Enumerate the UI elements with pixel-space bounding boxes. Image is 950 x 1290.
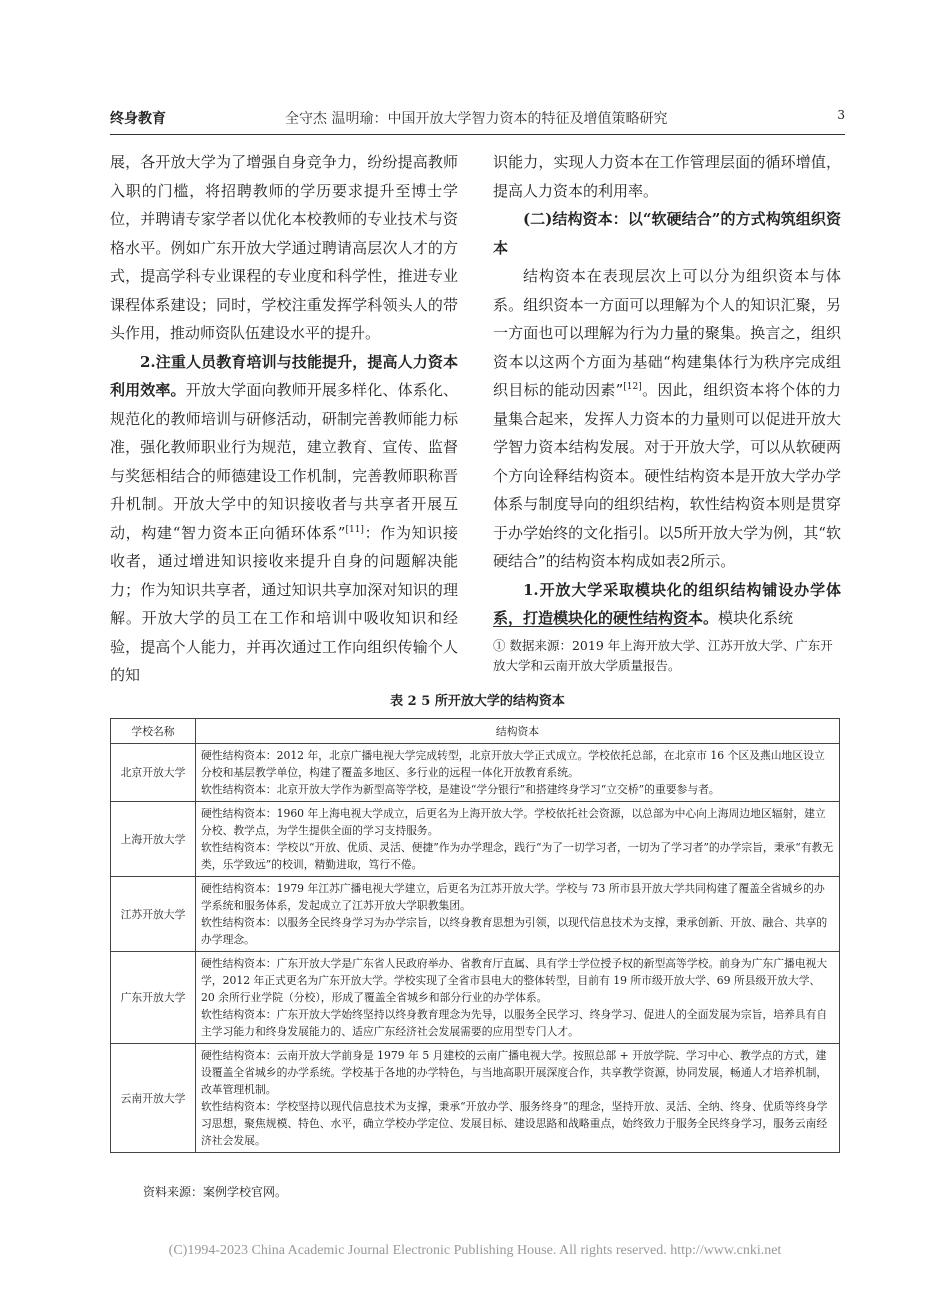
footnote-rule	[493, 626, 693, 627]
subheading: 1.开放大学采取模块化的组织结构铺设办学体系，打造模块化的硬性结构资本。	[493, 580, 841, 627]
table-row	[111, 744, 840, 802]
capital-line: 硬性结构资本：1979 年江苏广播电视大学建立，后更名为江苏开放大学。学校与 73 所市县开放大学共同构建了覆盖全省城乡的办学系统和服务体系，发起成立了江苏开放大学职教集团。	[201, 882, 825, 912]
paragraph-text: ：作为知识接收者，通过增进知识接收来提升自身的问题解决能力；作为知识共享者，通过知识共享加深对知识的理解。开放大学的员工在工作和培训中吸收知识和经验，提高个人能力，并再次通过工作向组织传输个人的知	[110, 523, 458, 684]
table-source: 资料来源：案例学校官网。	[143, 1185, 288, 1199]
paragraph	[110, 348, 458, 690]
header-rule	[110, 134, 845, 135]
capital-line: 软性结构资本：广东开放大学始终坚持以终身教育理念为先导，以服务全民学习、终身学习、促进人的全面发展为宗旨，培养具有自主学习能力和终身发展能力的、适应广东经济社会发展需要的应用型专门人才。	[201, 1008, 828, 1038]
paragraph: 展，各开放大学为了增强自身竞争力，纷纷提高教师入职的门槛，将招聘教师的学历要求提升至博士学位，并聘请专家学者以优化本校教师的专业技术与资格水平。例如广东开放大学通过聘请高层次人才的方式，提高学科专业课程的专业度和科学性，推进专业课程体系建设；同时，学校注重发挥学科领头人的带头作用，推动师资队伍建设水平的提升。	[110, 153, 458, 342]
capital-line: 硬性结构资本：云南开放大学前身是 1979 年 5 月建校的云南广播电视大学。按照总部 + 开放学院、学习中心、教学点的方式，建设覆盖全省城乡的办学系统。学校基于各地的办学特色，与当地高职开展深度合作，共享教学资源，协同发展，畅通人才培养机制，改革管理机制。	[201, 1049, 828, 1096]
capital-line: 软性结构资本：学校以“开放、优质、灵活、便捷”作为办学理念，践行“为了一切学习者，一切为了学习者”的办学宗旨，秉承“有教无类，乐学致远”的校训，精勤进取，笃行不倦。	[201, 841, 834, 871]
capital-line: 软性结构资本：学校坚持以现代信息技术为支撑，秉承“开放办学、服务终身”的理念，坚持开放、灵活、全纳、终身、优质等终身学习思想，聚焦规模、特色、水平，确立学校办学定位、发展目标、建设思路和战略重点，始终致力于服务全民终身学习，服务云南经济社会发展。	[201, 1100, 828, 1147]
footnote: ① 数据来源：2019 年上海开放大学、江苏开放大学、广东开放大学和云南开放大学质量报告。	[493, 638, 833, 673]
table-caption: 表 2 5 所开放大学的结构资本	[390, 694, 565, 709]
citation[interactable]: [12]	[623, 382, 642, 392]
column-header: 学校名称	[111, 719, 196, 744]
section-heading: (二)结构资本：以“软硬结合”的方式构筑组织资本	[493, 210, 841, 257]
copyright-footer: (C)1994-2023 China Academic Journal Electronic Publishing House. All rights reserved. http://www.cnki.net	[168, 1243, 782, 1258]
paragraph-text: 。因此，组织资本将个体的力量集合起来，发挥人力资本的力量则可以促进开放大学智力资本结构发展。对于开放大学，可以从软硬两个方向诠释结构资本。硬性结构资本是开放大学办学体系与制度导向的组织结构，软性结构资本则是贯穿于办学始终的文化指引。以5所开放大学为例，其“软硬结合”的结构资本构成如表2所示。	[493, 381, 841, 570]
structure-capital-cell	[196, 1044, 840, 1153]
school-name: 上海开放大学	[111, 802, 196, 877]
paragraph-text: 模块化系统	[718, 609, 794, 627]
structure-capital-cell	[196, 952, 840, 1044]
capital-line: 软性结构资本：以服务全民终身学习为办学宗旨，以终身教育思想为引领，以现代信息技术为支撑，秉承创新、开放、融合、共享的办学理念。	[201, 916, 828, 946]
school-name: 广东开放大学	[111, 952, 196, 1044]
paragraph-text: 结构资本在表现层次上可以分为组织资本与体系。组织资本一方面可以理解为个人的知识汇聚，另一方面也可以理解为行为力量的聚集。换言之，组织资本以这两个方面为基础“构建集体行为秩序完成组织目标的能动因素”	[493, 267, 841, 399]
subheading: 2.注重人员教育培训与技能提升，提高人力资本利用效率。	[110, 352, 458, 399]
table-row	[111, 802, 840, 877]
structure-capital-cell	[196, 877, 840, 952]
structure-capital-cell	[196, 744, 840, 802]
paragraph	[493, 576, 841, 633]
table-row	[111, 877, 840, 952]
article-title: 全守杰 温明瑜：中国开放大学智力资本的特征及增值策略研究	[285, 111, 668, 127]
school-name: 北京开放大学	[111, 744, 196, 802]
right-column	[493, 148, 841, 633]
page-number: 3	[837, 108, 845, 122]
capital-line: 软性结构资本：北京开放大学作为新型高等学校，是建设“学分银行”和搭建终身学习“立交桥”的重要参与者。	[201, 783, 720, 796]
running-header	[110, 108, 845, 130]
left-column	[110, 148, 458, 690]
journal-name: 终身教育	[110, 111, 166, 127]
capital-line: 硬性结构资本：2012 年，北京广播电视大学完成转型，北京开放大学正式成立。学校依托总部，在北京市 16 个区及燕山地区设立分校和基层教学单位，构建了覆盖多地区、多行业的远程一体化开放教育系统。	[201, 749, 825, 779]
paragraph	[493, 262, 841, 576]
table-row	[111, 1044, 840, 1153]
capital-line: 硬性结构资本：广东开放大学是广东省人民政府举办、省教育厅直属、具有学士学位授予权的新型高等学校。前身为广东广播电视大学，2012 年正式更名为广东开放大学。学校实现了全省市县电大的整体转型，目前有 19 所市级开放大学、69 所县级开放大学、20 余所行业学院（分校），形成了覆盖全省城乡和部分行业的办学体系。	[201, 957, 828, 1004]
school-name: 云南开放大学	[111, 1044, 196, 1153]
school-name: 江苏开放大学	[111, 877, 196, 952]
structure-capital-cell	[196, 802, 840, 877]
paragraph: 识能力，实现人力资本在工作管理层面的循环增值，提高人力资本的利用率。	[493, 153, 841, 200]
column-header: 结构资本	[196, 719, 840, 744]
citation[interactable]: [11]	[345, 524, 364, 535]
table-header-row	[111, 719, 840, 744]
structure-capital-table	[110, 718, 840, 1153]
capital-line: 硬性结构资本：1960 年上海电视大学成立，后更名为上海开放大学。学校依托社会资源，以总部为中心向上海周边地区辐射，建立分校、教学点，为学生提供全面的学习支持服务。	[201, 807, 826, 837]
paragraph-text: 开放大学面向教师开展多样化、体系化、规范化的教师培训与研修活动，研制完善教师能力标准，强化教师职业行为规范，建立教育、宣传、监督与奖惩相结合的师德建设工作机制，完善教师职称晋升机制。开放大学中的知识接收者与共享者开展互动，构建“智力资本正向循环体系”	[110, 381, 458, 542]
table-row	[111, 952, 840, 1044]
